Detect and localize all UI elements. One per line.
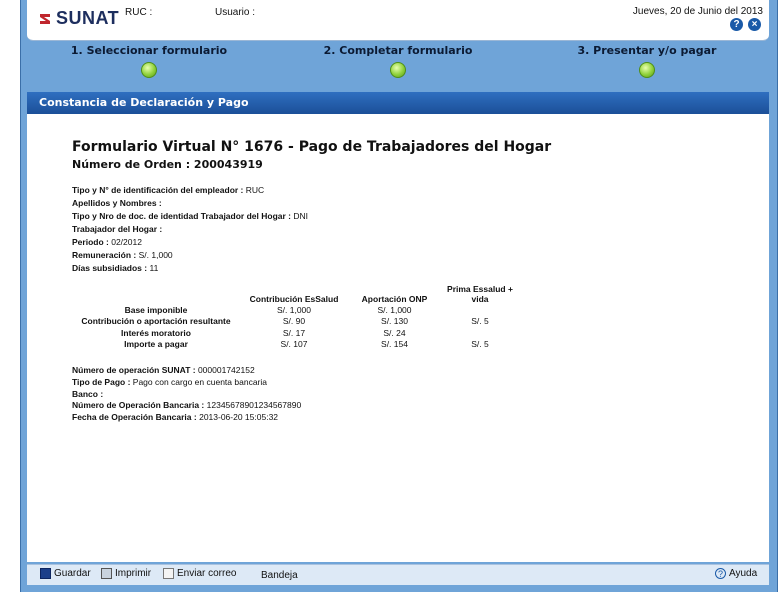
save-button[interactable] [40,568,91,579]
operation-row [72,400,301,412]
info-value: 02/2012 [111,237,142,247]
operation-info [72,365,301,424]
help-icon: ? [715,568,726,579]
envelope-icon [163,568,174,579]
table-header-row [72,278,519,304]
wizard-steps [27,44,769,82]
info-label: Apellidos y Nombres : [72,198,162,208]
print-label: Imprimir [115,568,152,579]
table-header: Aportación ONP [361,294,428,304]
table-cell: S/. 5 [471,339,489,350]
table-cell: Base imponible [124,304,188,315]
order-number: Número de Orden : 200043919 [72,158,263,171]
top-bar [27,0,769,41]
table-cell: S/. 130 [381,316,408,327]
floppy-disk-icon [40,568,51,579]
table-row [72,304,519,316]
footer-toolbar [27,564,769,585]
table-cell: S/. 1,000 [377,304,412,315]
step-select-form[interactable] [59,44,239,78]
logo-text: SUNAT [56,8,120,28]
sunat-logo-mark-icon [37,11,53,27]
step-status-dot-icon [141,62,157,78]
operation-label: Número de operación SUNAT : [72,365,196,375]
table-cell: Interés moratorio [121,327,191,338]
operation-value: 2013-06-20 15:05:32 [199,412,279,423]
step-status-dot-icon [639,62,655,78]
sunat-logo [37,8,119,29]
step-status-dot-icon [390,62,406,78]
user-label: Usuario : [215,7,256,18]
email-label: Enviar correo [177,568,237,579]
table-row [72,327,519,339]
help-button[interactable] [715,568,757,579]
amounts-table [72,278,519,350]
info-value: DNI [293,211,308,221]
inbox-button[interactable] [261,570,298,581]
step-submit-pay[interactable] [557,44,737,78]
info-value: RUC [245,185,265,195]
operation-value: Pago con cargo en cuenta bancaria [132,376,267,387]
operation-row [72,365,301,377]
info-row [72,223,308,236]
printer-icon [101,568,112,579]
info-label: Periodo : [72,237,109,247]
info-row [72,249,308,262]
info-row [72,262,308,275]
help-icon[interactable]: ? [730,18,743,31]
help-label: Ayuda [729,568,758,579]
operation-value: 12345678901234567890 [206,400,302,411]
operation-label: Tipo de Pago : [72,376,131,387]
print-button[interactable] [101,568,151,579]
table-cell: S/. 154 [381,339,408,350]
step-label: 1. Seleccionar formulario [70,44,228,57]
operation-label: Fecha de Operación Bancaria : [72,412,197,423]
declaration-info [72,184,308,275]
info-row [72,184,308,197]
save-label: Guardar [54,568,91,579]
ruc-label: RUC : [125,7,153,18]
info-label: Trabajador del Hogar : [72,224,163,234]
info-label: Remuneración : [72,250,137,260]
close-icon[interactable]: × [748,18,761,31]
table-header: Prima Essalud + vida [447,284,513,304]
operation-row [72,377,301,389]
info-value: S/. 1,000 [138,250,173,260]
info-label: Días subsidiados : [72,263,148,273]
table-header [72,278,240,304]
info-row [72,236,308,249]
operation-row [72,412,301,424]
operation-row [72,389,301,401]
info-row [72,197,308,210]
table-cell: S/. 90 [282,316,306,327]
table-cell: Importe a pagar [124,339,188,350]
table-cell: S/. 24 [383,327,406,338]
current-date: Jueves, 20 de Junio del 2013 [632,6,763,17]
table-row [72,316,519,328]
table-header: Contribución EsSalud [249,294,339,304]
info-label: Tipo y Nro de doc. de identidad Trabajador del Hogar : [72,211,291,221]
constancia-content [27,114,769,562]
panel-title: Constancia de Declaración y Pago [27,92,769,114]
table-cell: S/. 1,000 [276,304,312,315]
table-cell [441,327,519,339]
inbox-label: Bandeja [261,570,298,581]
table-row [72,339,519,351]
table-cell: S/. 17 [282,327,306,338]
info-value: 11 [149,263,159,273]
form-title: Formulario Virtual N° 1676 - Pago de Trabajadores del Hogar [72,139,552,155]
operation-label: Banco : [72,388,104,399]
table-cell: S/. 5 [471,316,489,327]
step-label: 2. Completar formulario [323,44,473,57]
operation-value: 000001742152 [197,365,255,375]
info-row [72,210,308,223]
table-cell [441,304,519,316]
send-email-button[interactable] [163,568,236,579]
table-cell: Contribución o aportación resultante [81,316,231,327]
operation-label: Número de Operación Bancaria : [72,400,205,411]
step-label: 3. Presentar y/o pagar [577,44,717,57]
table-cell: S/. 107 [280,339,308,350]
step-complete-form[interactable] [308,44,488,78]
info-label: Tipo y N° de identificación del empleador : [72,185,244,195]
